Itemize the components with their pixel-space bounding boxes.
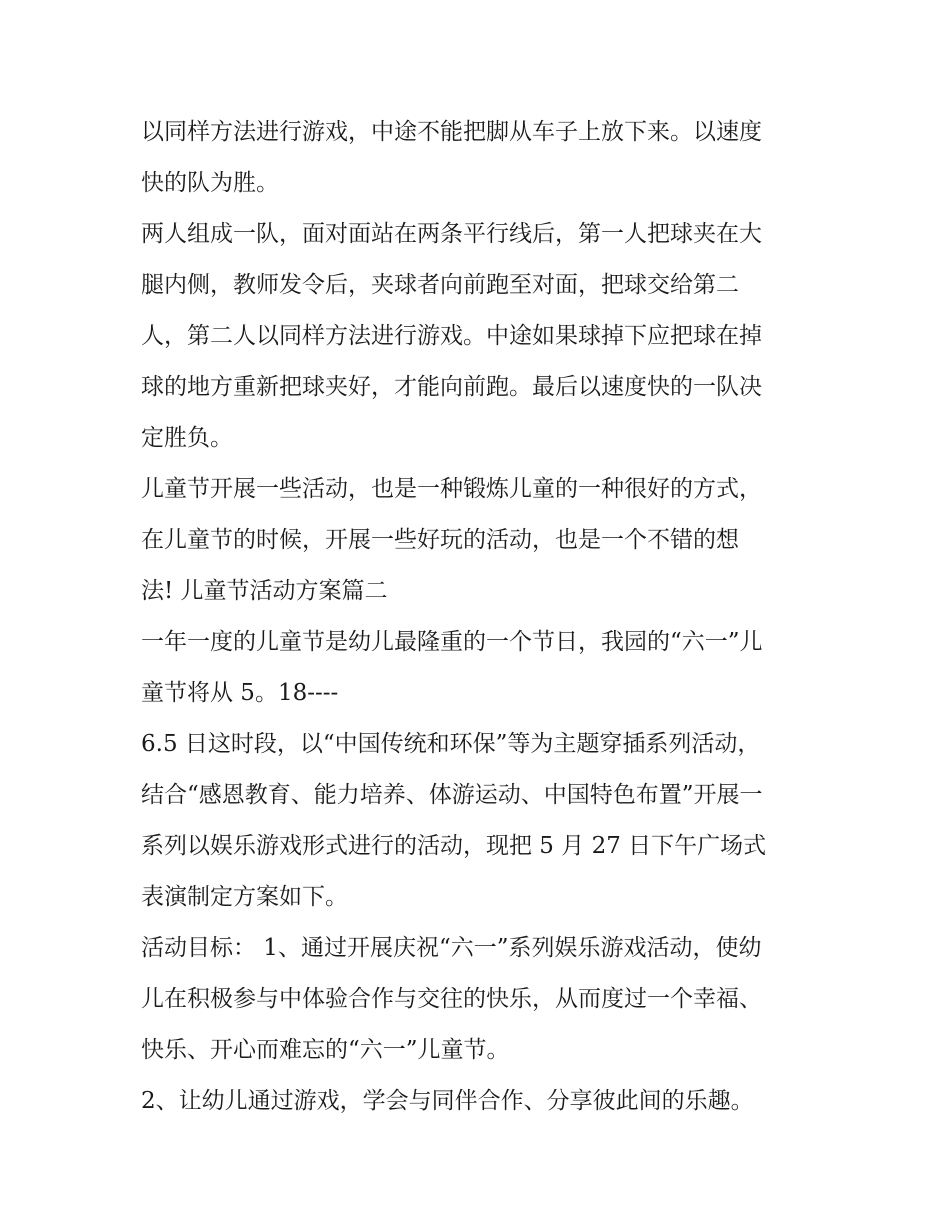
text-line: 活动目标： 1、通过开展庆祝“六一”系列娱乐游戏活动，使幼: [141, 935, 762, 961]
document-body: [141, 110, 821, 1130]
text-line: 表演制定方案如下。: [141, 884, 348, 910]
text-line: 定胜负。: [141, 425, 233, 451]
text-line: 球的地方重新把球夹好，才能向前跑。最后以速度快的一队决: [141, 374, 762, 400]
text-line: 以同样方法进行游戏，中途不能把脚从车子上放下来。以速度: [141, 119, 762, 145]
text-line: 童节将从 5。18----: [141, 680, 339, 706]
text-line: 结合“感恩教育、能力培养、体游运动、中国特色布置”开展一: [141, 782, 763, 808]
text-line: 儿童节开展一些活动，也是一种锻炼儿童的一种很好的方式，: [141, 476, 762, 502]
text-line: 一年一度的儿童节是幼儿最隆重的一个节日，我园的“六一”儿: [141, 629, 763, 655]
text-line: 法! 儿童节活动方案篇二: [141, 578, 388, 604]
text-line: 系列以娱乐游戏形式进行的活动，现把 5 月 27 日下午广场式: [141, 833, 767, 859]
text-line: 人，第二人以同样方法进行游戏。中途如果球掉下应把球在掉: [141, 323, 762, 349]
text-line: 6.5 日这时段，以“中国传统和环保”等为主题穿插系列活动，: [141, 731, 761, 757]
text-line: 腿内侧，教师发令后，夹球者向前跑至对面，把球交给第二: [141, 272, 739, 298]
text-line: 2、让幼儿通过游戏，学会与同伴合作、分享彼此间的乐趣。: [141, 1088, 754, 1114]
text-line: 快乐、开心而难忘的“六一”儿童节。: [141, 1037, 510, 1063]
text-line: 在儿童节的时候，开展一些好玩的活动，也是一个不错的想: [141, 527, 739, 553]
text-line: 儿在积极参与中体验合作与交往的快乐，从而度过一个幸福、: [141, 986, 762, 1012]
text-line: 快的队为胜。: [141, 170, 279, 196]
text-line: 两人组成一队，面对面站在两条平行线后，第一人把球夹在大: [141, 221, 762, 247]
